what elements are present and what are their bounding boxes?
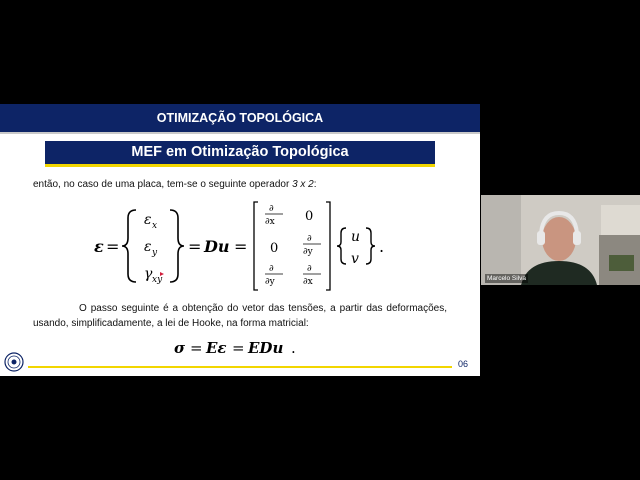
slide-subtitle: MEF em Otimização Topológica [45,141,435,167]
svg-text:Eε: Eε [206,339,227,357]
intro-text [33,179,317,190]
svg-text:γ: γ [144,266,153,282]
participant-video-frame [481,195,640,285]
svg-text:0: 0 [270,241,279,256]
svg-text:∂y: ∂y [303,247,313,257]
intro-end: : [313,179,317,190]
svg-text:ε: ε [144,239,152,255]
participant-video-tile[interactable] [481,195,640,285]
svg-text:x: x [152,221,158,231]
stress-paragraph: O passo seguinte é a obtenção do vetor das tensões, a partir das deformações, usando, simplificadamente, a lei de Hooke, na forma matricial: [33,303,447,329]
svg-text:∂: ∂ [307,234,312,244]
intro-operator: 3 x 2 [292,179,314,190]
participant-name-label: Marcelo Silva [487,275,527,282]
svg-text:=: = [190,339,203,357]
svg-text:=: = [232,339,245,357]
presentation-slide [0,104,480,376]
svg-text:.: . [379,237,385,256]
svg-text:0: 0 [305,209,314,224]
svg-text:ε: ε [94,237,104,256]
university-seal-icon [4,352,24,372]
svg-text:.: . [291,339,296,357]
svg-text:ε: ε [144,212,152,228]
svg-text:∂y: ∂y [265,277,275,287]
svg-text:v: v [351,251,359,267]
header-rule [0,132,480,134]
svg-text:=: = [106,237,120,256]
svg-text:∂: ∂ [269,204,274,214]
footer-line [28,366,452,368]
strain-operator-equation [92,200,412,292]
svg-text:∂: ∂ [307,264,312,274]
hooke-law-equation [170,336,310,360]
svg-text:∂: ∂ [269,264,274,274]
svg-text:u: u [351,229,361,245]
svg-text:xy: xy [152,275,163,285]
svg-text:=: = [188,237,202,256]
svg-text:y: y [152,248,158,258]
svg-text:Du: Du [204,237,230,256]
svg-text:∂x: ∂x [303,277,313,287]
slide-header: OTIMIZAÇÃO TOPOLÓGICA [0,104,480,132]
svg-text:EDu: EDu [248,339,284,357]
intro-main: então, no caso de uma placa, tem-se o seguinte operador [33,179,293,190]
svg-text:∂x: ∂x [265,217,275,227]
svg-text:=: = [234,237,248,256]
page-number: 06 [458,359,469,369]
svg-text:σ: σ [174,339,186,357]
